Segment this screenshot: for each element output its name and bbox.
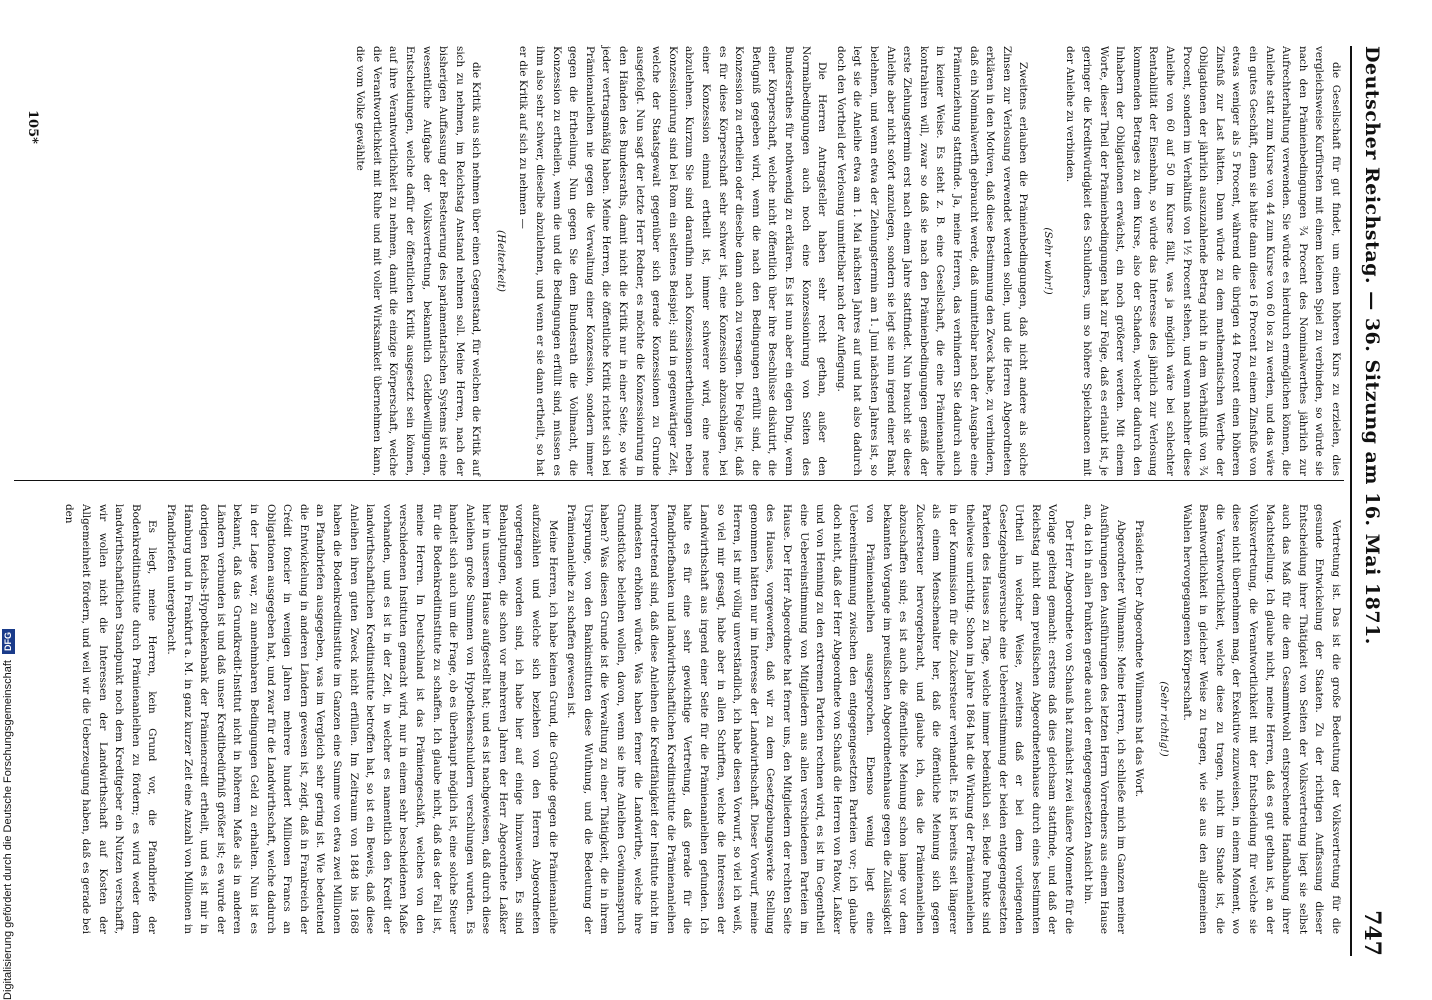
right-column (34, 504, 1344, 934)
column-divider (14, 480, 1344, 481)
paragraph: die Kritik aus sich nehmen über einen Gegenstand, für welchen die Kritik auf sich zu nehmen, im Reichstag Anstand nehmen soll. Meine Herren, nach der bisherigen Auffassung der Besteuerung des parlamentarischen Systems ist eine wesentliche Aufgabe der Volksvertretung, bekanntlich Geldbewilligungen, Entscheidungen, welche dafür der öffentlichen Kritik ausgesetzt sein können, auf ihre Verantwortlichkeit zu nehmen, damit die einzige Körperschaft, welche die Verantwortlichkeit mit Ruhe und mit voller Wirksamkeit übernehmen kann, die vom Volke gewählte (354, 46, 483, 476)
paragraph: Die Herren Antragsteller haben sehr recht gethan, außer den Normalbedingungen auch noch eine Konzessionirung von Seiten des Bundesrathes für nothwendig zu erklären. Es ist nun aber ein eigen Ding, wenn einer Körperschaft, welche nicht öffentlich über ihre Beschlüsse diskutirt, die Befugniß gegeben wird, wenn die nach den Bedingungen erfüllt sind, die Konzession zu ertheilen oder dieselbe dann auch zu versagen. Die Folge ist, daß es für diese Körperschaft sehr schwer ist, eine Konzession abzuschlagen, bei einer Konzession einmal ertheilt ist, immer schwerer wird, eine neue abzulehnen. Kurzum Sie sind daraufhin nach Konzessionsertheilungen neben Konzessionirung sind bei Rom ein seltenes Beispiel; sind in gegenwärtiger Zeit, welche der Staatsgewalt gegenüber sich gerade Konzessionen zu Grunde ausgefolgt. Nun sagt der letzte Herr Redner, es möchte die Konzessionirung in den Händen des Bundesraths, damit nicht die Kritik nur in einer Seite, so wie jeder vertragsmäßig haben. Meine Herren, die öffentliche Kritik richtet sich bei Prämienanleihen nie gegen die Verwaltung einer Konzession, sondern immer gegen die Ertheilung. Nun gegen Sie dem Bundesrath die Vollmacht, die Konzession zu ertheilen, wenn die und die Bedingungen erfüllt sind, müssen es ihm also sehr schwer, dieselbe abzulehnen, und wenn er sie dann ertheilt, so hat er die Kritik auf sich zu nehmen — (517, 46, 829, 476)
paragraph: Meine Herren, ich habe keinen Grund, die Gründe gegen die Prämienanleihe aufzuzählen und welche sich beziehen von den Herren Abgeordneten vorgetragen worden sind, ich habe hier auf einige hinzuweisen. Es sind Behauptungen, die schon vor mehreren Jahren der Herr Abgeordnete Laßker hier in unserem Hause aufgestellt hat; und es ist nachgewiesen, daß durch diese Anleihen große Summen von Hypothekenschuldern verschlungen wurden. Es handelt sich auch um die Frage, ob es überhaupt möglich ist, eine solche Steuer für die Bodenkreditinstitute zu schaffen. Ich glaube nicht, daß das der Fall ist, meine Herren. In Deutschland ist das Prämiengeschäft, welches von den verschiedenen Instituten gemacht wird, nur in einem sehr bescheidenen Maße vorhanden, und es ist in der Zeit, in welcher es namentlich den Kredit der landwirthschaftlichen Kreditinstitute betroffen hat, so ist ein Beweis, daß diese Anleihen ihren guten Zweck nicht erfüllen. Im Zeitraum von 1848 bis 1868 haben die Bodenkreditinstitute im Ganzen eine Summe von etwa zwei Millionen an Pfandbriefen ausgegeben, was im Vergleich sehr gering ist. Wie bedeutend die Entwickelung in anderen Ländern gewesen ist, zeigt, daß in Frankreich der Crédit foncier in wenigen Jahren mehrere hundert Millionen Francs an Obligationen ausgegeben hat, und zwar für die Landwirthschaft, welche dadurch in der Lage war, zu annehmbaren Bedingungen Geld zu erhalten. Nun ist es bekannt, daß das Grundkredit-Institut nicht in höherem Maße als in anderen Ländern verbunden ist und daß unser Kreditbedürfniß größer ist; es wurde der dortigen Reichs-Hypothekenbank der Prämiencredit ertheilt, und es ist mir in Hamburg und in Frankfurt a. M. in ganz kurzer Zeit eine Anzahl von Millionen in Pfandbriefen untergebracht. (165, 504, 559, 934)
paragraph: die Gesellschaft für gut findet, um einen höheren Kurs zu erzielen, dies vergleichsweise Kurfürsten mit einem kleinen Spiel zu verbinden, so würde sie nach den Prämienbedingungen ¾ Procent des Nominalwerthes jährlich zur Aufrechterhaltung verwenden. Sie würde es hierdurch ermöglichen können, die Anleihe statt zum Kurse von 44 zum Kurse von 60 los zu werden, und das wäre ein gutes Geschäft, denn sie hätte dann diese 16 Procent zu einem Zinsfuße von etwas weniger als 5 Procent, während die übrigen 44 Procent einen höheren Zinsfuß zur Last hätten. Dann würde zu dem mathematischen Werthe der Obligationen der jährlich auszuzahlende Betrag nicht in dem Verhältniß von ¾ Procent, sondern im Verhältniß von 1½ Procent stehen, und wenn nachher diese Anleihe von 60 auf 50 im Kurse fällt, was ja möglich wäre bei schlechter Rentabilität der Eisenbahn, so würde das Interesse des jährlich zur Verlosung kommenden Betrages zu dem Kurse, also der Schaden, welcher dadurch den Inhabern der Obligationen erwächst, ein noch größerer werden. Mit einem Worte, dieser Theil der Prämienbedingungen hat zur Folge, daß es erlaubt ist, je geringer die Kreditwürdigkeit des Schuldners, um so höhere Spielchancen mit der Anleihe zu verbinden. (1064, 46, 1342, 476)
interjection: (Heiterkeit) (494, 230, 507, 292)
interjection: (Sehr wahr!) (1041, 227, 1054, 295)
paragraph: Vertretung ist. Das ist die große Bedeutung der Volksvertretung für die gesunde Entwickelung der Staaten. Zu der richtigen Auffassung dieser Entscheidung ihrer Thätigkeit von Seiten der Volksvertretung liegt sie selbst auch das Maß für die dem Gesammtwohl entsprechende Handhabung ihrer Machtstellung. Ich glaube nicht, meine Herren, daß es gut gethan ist, an der Volksvertretung, die Verantwortlichkeit mit der Entscheidung für welche sie diese nicht übernehmen mag, der Exekutive zuzuweisen, in einem Moment, wo die Verantwortlichkeit, welche diese zu tragen, nicht im Stande ist, die Beantwortlichkeit in gleicher Weise zu tragen, wie sie aus den allgemeinen Wahlen hervorgegangenen Körperschaft. (1180, 504, 1342, 934)
sheet-signature: 105* (25, 110, 40, 144)
digitization-note-text: Digitalisierung gefördert durch die Deutsche Forschungsgemeinschaft (2, 660, 14, 1000)
running-title: Deutscher Reichstag. — 36. Sitzung am 16. Mai 1871. (1361, 46, 1383, 645)
paragraph: Zweitens erlauben die Prämienbedingungen, daß nicht andere als solche Zinsen zur Verlosung verwendet werden sollen, und die Herren Abgeordneten erklären in den Motiven, daß diese Bestimmung den Zweck habe, zu verhindern, daß ein Nominalwerth gebraucht werde, daß unmittelbar nach der Ausgabe eine Prämienziehung stattfinde. Ja, meine Herren, das verhindern Sie dadurch auch in keiner Weise. Es steht z. B. eine Gesellschaft, die eine Prämienanleihe kontrahiren will, zwar so daß sie nach den Prämienbedingungen gemäß der erste Ziehungstermin erst nach einem Jahre stattfindet. Nun braucht sie diese Anleihe aber nicht sofort anzulegen, sondern sie legt sie nun irgend einer Bank belehnen, und wenn etwa der Ziehungstermin am 1. Juni nächsten Jahres ist, so legt sie die Anleihe etwa am 1. Mai nächsten Jahres auf und hat also dadurch doch den Vortheil der Verlosung unmittelbar nach der Auflegung. (834, 46, 1030, 476)
paragraph: Der Herr Abgeordnete von Schauß hat zunächst zwei äußere Momente für die Vorlage geltend gemacht: erstens daß dies gleichsam stattfinde, und daß der Reichstag nicht dem preußischen Abgeordnetenhause durch eines bestimmten Urtheil in welcher Weise, zweitens daß er bei dem vorliegenden Gesetzgebungsversuche eine Uebereinstimmung der beiden entgegengesetzten Parteien des Hauses zu Tage, welche immer bedenklich sei. Beide Punkte sind theilweise unrichtig. Schon im Jahre 1864 hat die Wirkung der Prämienanleihen in der Kommission für die Zuckersteuer verhandelt. Es ist bereits seit längerer als einem Menschenalter her, daß die öffentliche Meinung sich gegen Zuckersteuer hervorgebracht, und glaube ich, das die Prämienanleihen abzuschaffen sind; es ist auch die öffentliche Meinung schon lange vor dem bekannten Vorgange im preußischen Abgeordnetenhause gegen die Zulässigkeit von Prämienanleihen ausgesprochen. Ebenso wenig liegt eine Uebereinstimmung zwischen den entgegengesetzten Parteien vor; ich glaube doch nicht, daß der Herr Abgeordnete von Schauß die Herren von Patow, Laßker und von Henning zu den extremen Parteien rechnen wird, es ist im Gegentheil eine Uebereinstimmung von Mitgliedern aus allen verschiedenen Parteien im Hause. Der Herr Abgeordnete hat ferner uns, den Mitgliedern der rechten Seite des Hauses, vorgeworfen, daß wir zu dem Gesetzgebungswerke Stellung genommen hätten nur im Interesse der Landwirthschaft. Dieser Vorwurf, meine Herren, ist mir völlig unverständlich, ich habe diesen Vorwurf, so viel ich weiß, so viel mir gesagt, habe aber in allen Schriften, welche die Interessen der Landwirthschaft aus irgend einer Seite für die Prämienanleihen gefunden. Ich halte es für eine sehr gewichtige Vertretung, daß gerade für die Pfandbriefbanken und landwirthschaftlichen Kreditinstitute die Prämienanleihen hervortretend sind, daß diese Anleihen die Kreditfähigkeit der Institute nicht im mindesten erhöhen würde. Was haben ferner die Landwirthe, welche ihre Grundstücke beleihen wollen, davon, wenn sie ihre Anleihen Gewinnanspruch haben? Was diesen Grunde ist die Verwaltung zu einer Thätigkeit, die in ihrem Ursprunge, von den Bankinstituten diese Wuthung, und die Bedeutung der Prämienanleihe zu schaffen gewesen ist. (565, 504, 1076, 934)
paragraph: Es liegt, meine Herren, kein Grund vor, die Pfandbriefe der Bodenkreditinstitute durch Prämienanleihen zu fördern; es wird weder dem landwirthschaftlichen Standpunkt noch dem Kreditgeber ein Nutzen verschafft, wir wollen nicht die Interessen der Landwirthschaft auf Kosten der Allgemeinheit fördern, und weil wir die Ueberzeugung haben, daß es gerade bei den (63, 504, 159, 934)
page-number: 747 (1359, 910, 1385, 956)
left-column (34, 46, 1344, 476)
paragraph: Abgeordneter Wilmanns: Meine Herren, ich schließe mich im Ganzen meiner Ausführungen den Ausführungen des letzten Herrn Vorredners aus einem Hause an, da ich in allen Punkten gerade auch der entgegengesetzten Ansicht bin. (1081, 504, 1127, 934)
digitization-note (0, 0, 16, 1000)
paragraph: Präsident: Der Abgeordnete Wilmanns hat das Wort. (1133, 520, 1146, 798)
interjection: (Sehr richtig!) (1158, 681, 1171, 757)
page-header (1350, 46, 1392, 956)
dfg-logo-icon: DFG (2, 629, 15, 654)
